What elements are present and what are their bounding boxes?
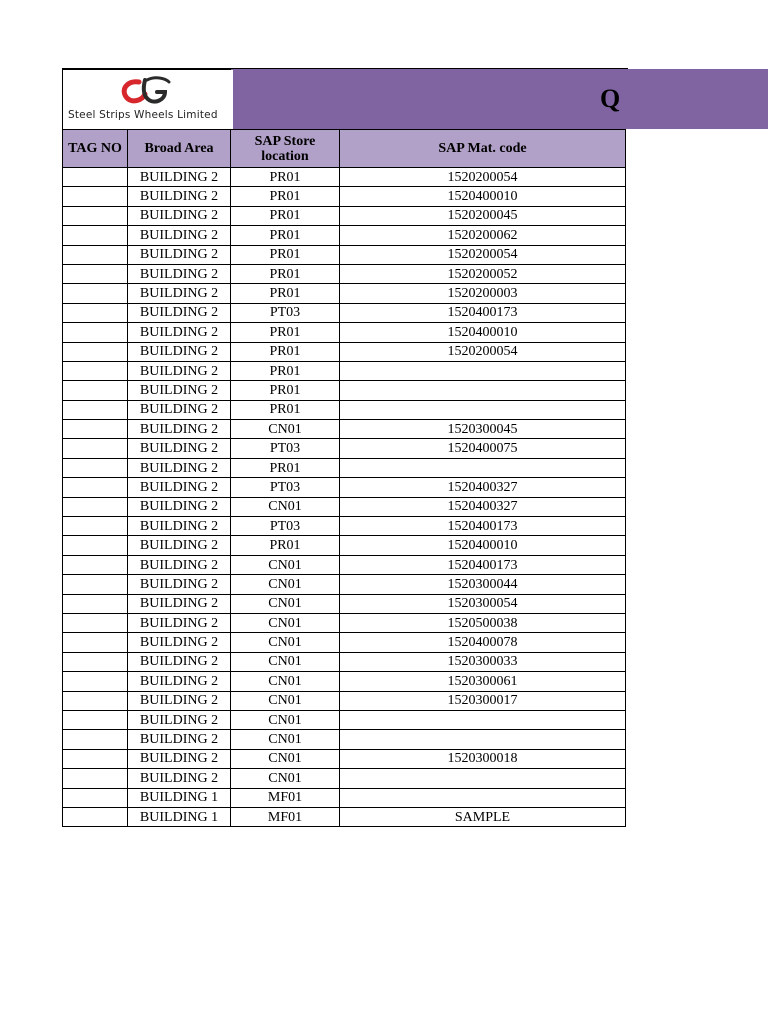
cell-tag-no bbox=[63, 730, 128, 749]
cell-tag-no bbox=[63, 400, 128, 419]
cell-sap-mat-code bbox=[340, 400, 626, 419]
cell-tag-no bbox=[63, 555, 128, 574]
table-row bbox=[63, 342, 626, 361]
table-row bbox=[63, 478, 626, 497]
table-row bbox=[63, 264, 626, 283]
table-row bbox=[63, 555, 626, 574]
table-row bbox=[63, 381, 626, 400]
cell-tag-no bbox=[63, 613, 128, 632]
table-row bbox=[63, 245, 626, 264]
cell-broad-area: BUILDING 2 bbox=[128, 691, 231, 710]
cell-sap-store-location: CN01 bbox=[231, 497, 340, 516]
cell-broad-area: BUILDING 2 bbox=[128, 517, 231, 536]
cell-tag-no bbox=[63, 361, 128, 380]
cell-tag-no bbox=[63, 749, 128, 768]
cell-sap-mat-code: 1520200045 bbox=[340, 206, 626, 225]
cell-sap-mat-code: 1520400327 bbox=[340, 478, 626, 497]
cell-tag-no bbox=[63, 575, 128, 594]
cell-sap-mat-code: 1520200052 bbox=[340, 264, 626, 283]
company-logo bbox=[62, 70, 233, 129]
cell-broad-area: BUILDING 2 bbox=[128, 749, 231, 768]
cell-sap-mat-code: 1520300045 bbox=[340, 420, 626, 439]
cell-broad-area: BUILDING 2 bbox=[128, 536, 231, 555]
cell-sap-mat-code bbox=[340, 730, 626, 749]
cell-sap-mat-code: 1520400173 bbox=[340, 303, 626, 322]
table-row bbox=[63, 691, 626, 710]
table-row bbox=[63, 361, 626, 380]
table-row bbox=[63, 458, 626, 477]
sap-store-location-line1: SAP Store bbox=[254, 133, 316, 149]
cell-broad-area: BUILDING 2 bbox=[128, 652, 231, 671]
table-row bbox=[63, 400, 626, 419]
cell-sap-store-location: CN01 bbox=[231, 730, 340, 749]
cell-tag-no bbox=[63, 381, 128, 400]
table-row bbox=[63, 788, 626, 807]
cell-tag-no bbox=[63, 458, 128, 477]
cell-sap-store-location: PR01 bbox=[231, 381, 340, 400]
cell-sap-mat-code: 1520400327 bbox=[340, 497, 626, 516]
cell-sap-mat-code: 1520400010 bbox=[340, 536, 626, 555]
cell-sap-mat-code: 1520200003 bbox=[340, 284, 626, 303]
cell-broad-area: BUILDING 2 bbox=[128, 594, 231, 613]
cell-sap-mat-code: 1520400173 bbox=[340, 555, 626, 574]
title-banner bbox=[231, 69, 768, 129]
cell-broad-area: BUILDING 2 bbox=[128, 672, 231, 691]
cell-sap-store-location: PR01 bbox=[231, 458, 340, 477]
cell-sap-store-location: CN01 bbox=[231, 652, 340, 671]
table-row bbox=[63, 420, 626, 439]
cell-sap-mat-code: 1520200062 bbox=[340, 226, 626, 245]
cell-sap-store-location: PR01 bbox=[231, 187, 340, 206]
cell-sap-store-location: PR01 bbox=[231, 264, 340, 283]
table-row bbox=[63, 652, 626, 671]
cell-sap-store-location: PT03 bbox=[231, 303, 340, 322]
table-row bbox=[63, 807, 626, 826]
cell-broad-area: BUILDING 2 bbox=[128, 555, 231, 574]
table-row bbox=[63, 730, 626, 749]
cell-sap-store-location: PR01 bbox=[231, 342, 340, 361]
cell-broad-area: BUILDING 2 bbox=[128, 400, 231, 419]
cell-tag-no bbox=[63, 594, 128, 613]
cell-tag-no bbox=[63, 536, 128, 555]
cell-broad-area: BUILDING 2 bbox=[128, 361, 231, 380]
cell-sap-store-location: CN01 bbox=[231, 749, 340, 768]
cell-sap-store-location: CN01 bbox=[231, 691, 340, 710]
cell-sap-mat-code bbox=[340, 710, 626, 729]
cell-broad-area: BUILDING 2 bbox=[128, 245, 231, 264]
cell-sap-store-location: PR01 bbox=[231, 536, 340, 555]
cell-broad-area: BUILDING 2 bbox=[128, 381, 231, 400]
cell-sap-mat-code: 1520400173 bbox=[340, 517, 626, 536]
cell-sap-mat-code: 1520300054 bbox=[340, 594, 626, 613]
cell-broad-area: BUILDING 2 bbox=[128, 730, 231, 749]
cell-sap-mat-code: 1520300018 bbox=[340, 749, 626, 768]
cell-tag-no bbox=[63, 323, 128, 342]
table-row bbox=[63, 594, 626, 613]
table-row bbox=[63, 575, 626, 594]
cell-tag-no bbox=[63, 652, 128, 671]
header-row bbox=[63, 130, 626, 168]
sap-store-location-line2: location bbox=[261, 148, 309, 164]
table-row bbox=[63, 168, 626, 187]
cell-broad-area: BUILDING 2 bbox=[128, 575, 231, 594]
cell-sap-store-location: CN01 bbox=[231, 710, 340, 729]
cell-sap-mat-code: 1520300044 bbox=[340, 575, 626, 594]
cell-sap-mat-code bbox=[340, 769, 626, 788]
cell-broad-area: BUILDING 2 bbox=[128, 187, 231, 206]
cell-sap-mat-code: SAMPLE bbox=[340, 807, 626, 826]
cell-tag-no bbox=[63, 497, 128, 516]
cell-sap-store-location: CN01 bbox=[231, 672, 340, 691]
cell-tag-no bbox=[63, 187, 128, 206]
cell-tag-no bbox=[63, 710, 128, 729]
cell-sap-store-location: PR01 bbox=[231, 206, 340, 225]
col-header-sap-mat-code: SAP Mat. code bbox=[340, 130, 626, 168]
cell-tag-no bbox=[63, 807, 128, 826]
cell-tag-no bbox=[63, 284, 128, 303]
cell-broad-area: BUILDING 2 bbox=[128, 342, 231, 361]
table-row bbox=[63, 323, 626, 342]
cell-sap-mat-code: 1520300061 bbox=[340, 672, 626, 691]
cell-sap-mat-code bbox=[340, 361, 626, 380]
cell-sap-mat-code bbox=[340, 788, 626, 807]
cell-broad-area: BUILDING 2 bbox=[128, 458, 231, 477]
cell-sap-mat-code bbox=[340, 381, 626, 400]
logo-text: Steel Strips Wheels Limited bbox=[68, 109, 218, 121]
col-header-sap-store-location bbox=[231, 130, 340, 168]
table-row bbox=[63, 613, 626, 632]
cell-tag-no bbox=[63, 439, 128, 458]
cell-broad-area: BUILDING 2 bbox=[128, 323, 231, 342]
cell-broad-area: BUILDING 2 bbox=[128, 303, 231, 322]
cell-sap-store-location: PR01 bbox=[231, 400, 340, 419]
cell-sap-store-location: PR01 bbox=[231, 284, 340, 303]
cell-tag-no bbox=[63, 206, 128, 225]
table-row bbox=[63, 226, 626, 245]
table-row bbox=[63, 672, 626, 691]
cell-sap-mat-code: 1520300017 bbox=[340, 691, 626, 710]
table-row bbox=[63, 206, 626, 225]
cell-sap-store-location: PR01 bbox=[231, 245, 340, 264]
cell-sap-mat-code: 1520500038 bbox=[340, 613, 626, 632]
cell-broad-area: BUILDING 2 bbox=[128, 206, 231, 225]
table-row bbox=[63, 710, 626, 729]
cell-broad-area: BUILDING 2 bbox=[128, 478, 231, 497]
cell-sap-store-location: PR01 bbox=[231, 323, 340, 342]
cell-tag-no bbox=[63, 517, 128, 536]
cell-sap-mat-code: 1520400010 bbox=[340, 323, 626, 342]
cell-sap-mat-code: 1520400075 bbox=[340, 439, 626, 458]
table-row bbox=[63, 497, 626, 516]
cell-broad-area: BUILDING 2 bbox=[128, 769, 231, 788]
cell-sap-store-location: CN01 bbox=[231, 594, 340, 613]
table-row bbox=[63, 284, 626, 303]
cell-sap-store-location: CN01 bbox=[231, 633, 340, 652]
cell-sap-store-location: CN01 bbox=[231, 769, 340, 788]
cell-sap-store-location: CN01 bbox=[231, 420, 340, 439]
cell-broad-area: BUILDING 2 bbox=[128, 168, 231, 187]
table-row bbox=[63, 303, 626, 322]
cell-sap-store-location: CN01 bbox=[231, 575, 340, 594]
table-row bbox=[63, 536, 626, 555]
cell-sap-mat-code: 1520400010 bbox=[340, 187, 626, 206]
cell-broad-area: BUILDING 2 bbox=[128, 497, 231, 516]
cell-broad-area: BUILDING 1 bbox=[128, 788, 231, 807]
table-row bbox=[63, 633, 626, 652]
cell-broad-area: BUILDING 2 bbox=[128, 710, 231, 729]
table-row bbox=[63, 517, 626, 536]
cell-broad-area: BUILDING 2 bbox=[128, 284, 231, 303]
cell-sap-mat-code: 1520200054 bbox=[340, 168, 626, 187]
cell-broad-area: BUILDING 2 bbox=[128, 226, 231, 245]
col-header-broad-area: Broad Area bbox=[128, 130, 231, 168]
logo-mark-icon bbox=[117, 76, 173, 108]
cell-sap-store-location: PR01 bbox=[231, 226, 340, 245]
cell-tag-no bbox=[63, 691, 128, 710]
cell-sap-store-location: MF01 bbox=[231, 807, 340, 826]
cell-sap-store-location: MF01 bbox=[231, 788, 340, 807]
cell-tag-no bbox=[63, 769, 128, 788]
cell-sap-mat-code: 1520400078 bbox=[340, 633, 626, 652]
cell-tag-no bbox=[63, 342, 128, 361]
cell-sap-store-location: PR01 bbox=[231, 168, 340, 187]
cell-tag-no bbox=[63, 478, 128, 497]
table-row bbox=[63, 769, 626, 788]
cell-tag-no bbox=[63, 264, 128, 283]
cell-tag-no bbox=[63, 788, 128, 807]
cell-tag-no bbox=[63, 303, 128, 322]
cell-broad-area: BUILDING 2 bbox=[128, 439, 231, 458]
table-row bbox=[63, 439, 626, 458]
cell-tag-no bbox=[63, 420, 128, 439]
cell-broad-area: BUILDING 2 bbox=[128, 264, 231, 283]
cell-sap-store-location: CN01 bbox=[231, 555, 340, 574]
table-row bbox=[63, 187, 626, 206]
cell-broad-area: BUILDING 2 bbox=[128, 613, 231, 632]
cell-sap-store-location: PT03 bbox=[231, 439, 340, 458]
cell-tag-no bbox=[63, 226, 128, 245]
cell-broad-area: BUILDING 1 bbox=[128, 807, 231, 826]
inventory-table bbox=[62, 129, 626, 827]
cell-broad-area: BUILDING 2 bbox=[128, 420, 231, 439]
cell-broad-area: BUILDING 2 bbox=[128, 633, 231, 652]
cell-sap-store-location: PT03 bbox=[231, 517, 340, 536]
cell-tag-no bbox=[63, 245, 128, 264]
cell-tag-no bbox=[63, 672, 128, 691]
cell-sap-mat-code: 1520200054 bbox=[340, 245, 626, 264]
sheet-title: Q bbox=[600, 84, 621, 113]
cell-sap-store-location: PT03 bbox=[231, 478, 340, 497]
col-header-tag-no: TAG NO bbox=[63, 130, 128, 168]
cell-sap-mat-code: 1520200054 bbox=[340, 342, 626, 361]
cell-sap-store-location: CN01 bbox=[231, 613, 340, 632]
cell-tag-no bbox=[63, 633, 128, 652]
cell-sap-store-location: PR01 bbox=[231, 361, 340, 380]
cell-tag-no bbox=[63, 168, 128, 187]
table-row bbox=[63, 749, 626, 768]
cell-sap-mat-code: 1520300033 bbox=[340, 652, 626, 671]
cell-sap-mat-code bbox=[340, 458, 626, 477]
